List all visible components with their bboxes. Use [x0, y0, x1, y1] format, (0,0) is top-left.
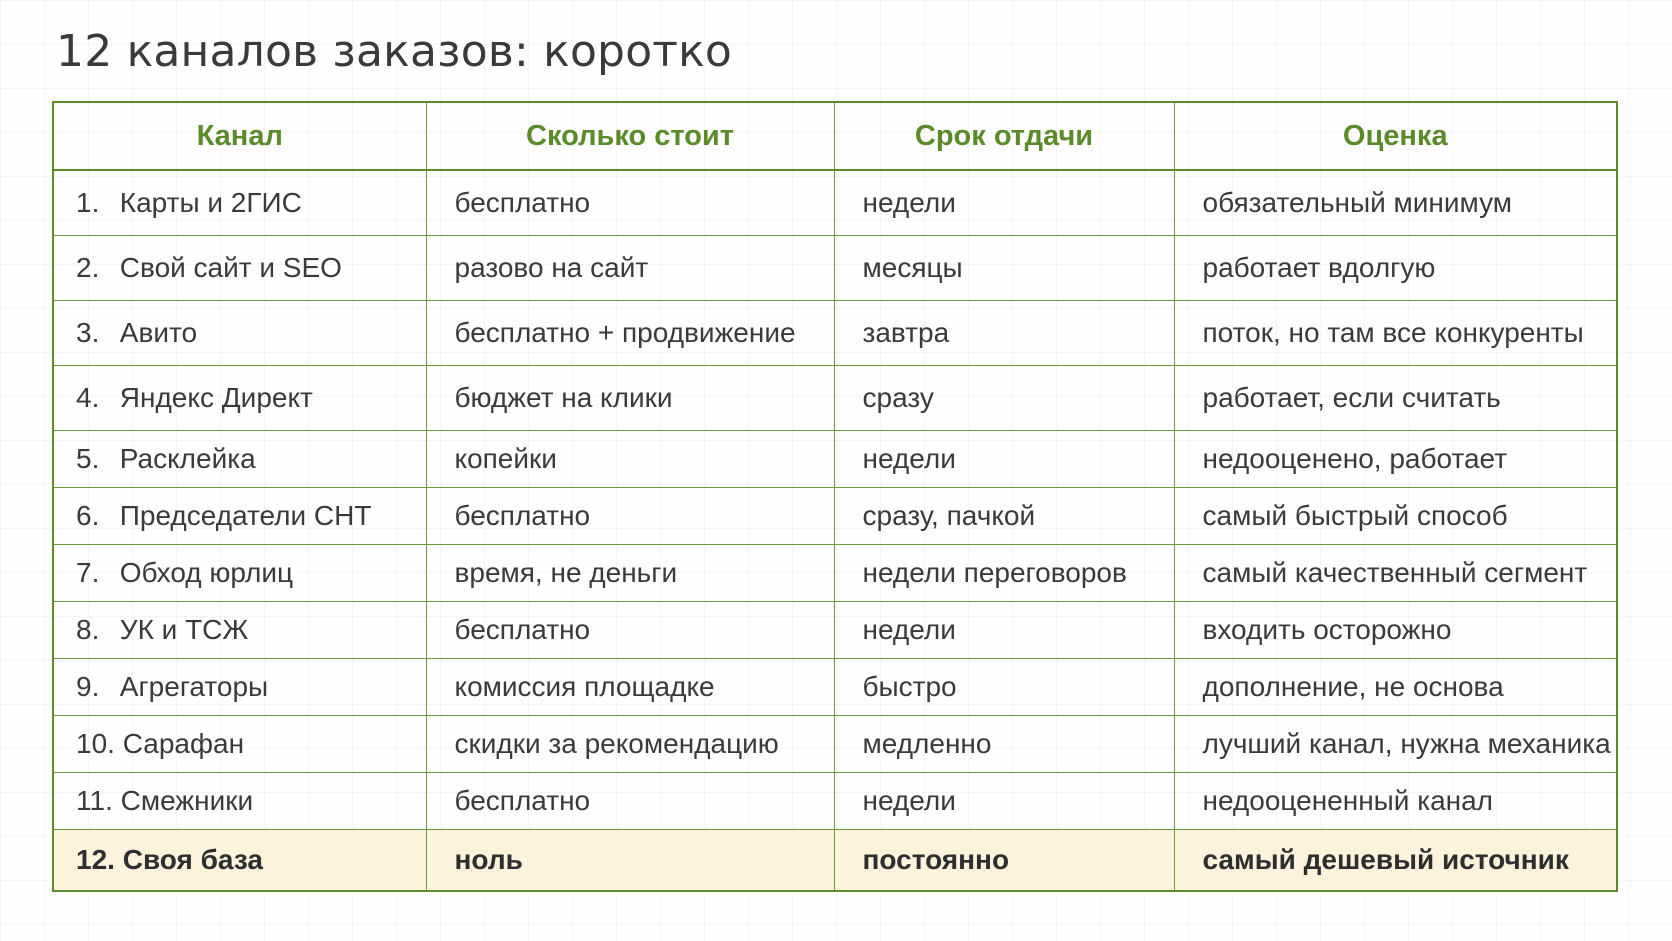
row-number: 8.	[76, 614, 100, 645]
cell-cost: бесплатно	[426, 488, 834, 545]
table-row	[53, 236, 1617, 301]
table-row	[53, 545, 1617, 602]
cell-cost: скидки за рекомендацию	[426, 716, 834, 773]
cell-channel	[53, 545, 426, 602]
cell-term: недели	[834, 773, 1174, 830]
table-row	[53, 659, 1617, 716]
cell-rating: поток, но там все конкуренты	[1174, 301, 1617, 366]
row-number: 4.	[76, 382, 100, 413]
channels-table-wrapper	[52, 101, 1616, 892]
cell-channel	[53, 170, 426, 236]
header-term: Срок отдачи	[834, 102, 1174, 170]
channel-name: Своя база	[122, 844, 263, 875]
cell-rating: самый качественный сегмент	[1174, 545, 1617, 602]
cell-cost: комиссия площадке	[426, 659, 834, 716]
header-rating: Оценка	[1174, 102, 1617, 170]
header-cost: Сколько стоит	[426, 102, 834, 170]
row-number: 11.	[76, 785, 113, 816]
channel-name: Сарафан	[122, 728, 245, 759]
cell-term: недели	[834, 431, 1174, 488]
table-row	[53, 301, 1617, 366]
header-row	[53, 102, 1617, 170]
cell-cost: бесплатно	[426, 170, 834, 236]
cell-channel	[53, 773, 426, 830]
cell-channel	[53, 659, 426, 716]
cell-rating: обязательный минимум	[1174, 170, 1617, 236]
channel-name: УК и ТСЖ	[119, 614, 249, 645]
row-number: 12.	[76, 844, 115, 875]
table-row	[53, 366, 1617, 431]
cell-term: завтра	[834, 301, 1174, 366]
table-row	[53, 716, 1617, 773]
cell-rating: недооценено, работает	[1174, 431, 1617, 488]
cell-term: постоянно	[834, 830, 1174, 892]
cell-cost: бесплатно	[426, 773, 834, 830]
cell-cost: бесплатно + продвижение	[426, 301, 834, 366]
cell-channel	[53, 716, 426, 773]
cell-cost: время, не деньги	[426, 545, 834, 602]
cell-rating: работает, если считать	[1174, 366, 1617, 431]
table-row	[53, 170, 1617, 236]
cell-term: месяцы	[834, 236, 1174, 301]
table-header	[53, 102, 1617, 170]
table-body	[53, 170, 1617, 891]
table-row	[53, 488, 1617, 545]
cell-channel	[53, 602, 426, 659]
row-number: 6.	[76, 500, 100, 531]
cell-rating: самый быстрый способ	[1174, 488, 1617, 545]
row-number: 3.	[76, 317, 100, 348]
cell-term: недели переговоров	[834, 545, 1174, 602]
channel-name: Агрегаторы	[119, 671, 269, 702]
channel-name: Председатели СНТ	[119, 500, 372, 531]
channels-table	[52, 101, 1618, 892]
cell-channel	[53, 488, 426, 545]
cell-term: сразу, пачкой	[834, 488, 1174, 545]
table-row	[53, 773, 1617, 830]
cell-term: недели	[834, 602, 1174, 659]
cell-rating: дополнение, не основа	[1174, 659, 1617, 716]
cell-term: сразу	[834, 366, 1174, 431]
channel-name: Обход юрлиц	[119, 557, 294, 588]
table-row	[53, 431, 1617, 488]
header-channel: Канал	[53, 102, 426, 170]
cell-cost: копейки	[426, 431, 834, 488]
cell-cost: бесплатно	[426, 602, 834, 659]
cell-rating: недооцененный канал	[1174, 773, 1617, 830]
channel-name: Расклейка	[119, 443, 256, 474]
cell-channel	[53, 236, 426, 301]
cell-term: недели	[834, 170, 1174, 236]
row-number: 2.	[76, 252, 100, 283]
channel-name: Карты и 2ГИС	[119, 187, 302, 218]
cell-rating: входить осторожно	[1174, 602, 1617, 659]
cell-channel	[53, 366, 426, 431]
row-number: 10.	[76, 728, 115, 759]
channel-name: Смежники	[120, 785, 254, 816]
cell-channel	[53, 301, 426, 366]
row-number: 5.	[76, 443, 100, 474]
cell-term: медленно	[834, 716, 1174, 773]
cell-rating: работает вдолгую	[1174, 236, 1617, 301]
cell-channel	[53, 830, 426, 892]
cell-cost: бюджет на клики	[426, 366, 834, 431]
cell-rating: лучший канал, нужна механика	[1174, 716, 1617, 773]
row-number: 7.	[76, 557, 100, 588]
cell-cost: ноль	[426, 830, 834, 892]
cell-cost: разово на сайт	[426, 236, 834, 301]
channel-name: Яндекс Директ	[119, 382, 313, 413]
row-number: 1.	[76, 187, 100, 218]
table-row-highlighted	[53, 830, 1617, 892]
page-title: 12 каналов заказов: коротко	[56, 26, 733, 77]
cell-channel	[53, 431, 426, 488]
table-row	[53, 602, 1617, 659]
cell-term: быстро	[834, 659, 1174, 716]
channel-name: Авито	[119, 317, 198, 348]
channel-name: Свой сайт и SEO	[119, 252, 342, 283]
cell-rating: самый дешевый источник	[1174, 830, 1617, 892]
row-number: 9.	[76, 671, 100, 702]
